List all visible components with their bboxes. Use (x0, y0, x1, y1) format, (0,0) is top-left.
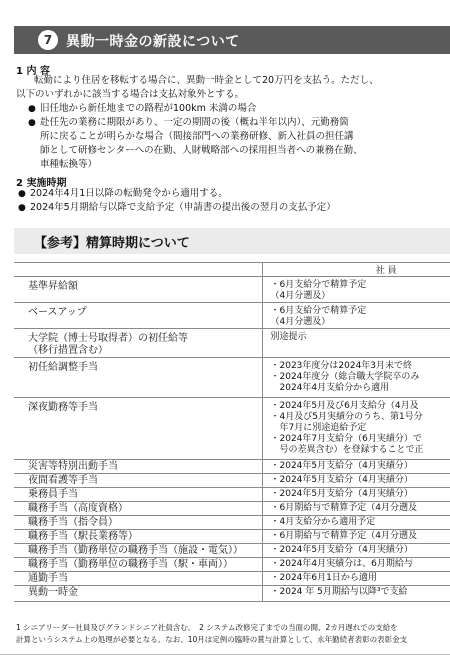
exclusion-item-1: ● 旧任地から新任地までの路程が100km 未満の場合 (28, 102, 448, 116)
allowance-name-line: （移行措置含む） (28, 345, 108, 356)
allowance-name-line: 基準昇給額 (28, 281, 78, 292)
settlement-timing-cell (262, 558, 450, 572)
exclusion-item-2-cont-1: 所に戻ることが明らかな場合（間接部門への業務研修、新入社員の担任講 (40, 131, 354, 142)
table-row (14, 544, 450, 558)
section-number-badge: 7 (38, 30, 58, 50)
schedule-item-1: ● 2024年4月1日以降の転勤発令から適用する。 (18, 187, 438, 201)
settlement-timing-line: ・2023年度分は2024年3月末で終 (270, 361, 413, 371)
table-body (14, 277, 450, 602)
settlement-timing-cell (262, 358, 450, 398)
schedule-heading: 2 実施時期 (16, 178, 67, 189)
settlement-timing-cell (262, 488, 450, 502)
allowance-name-line: 職務手当（高度資格） (28, 503, 128, 514)
allowance-name-line: 職務手当（指令員） (28, 517, 118, 528)
settlement-timing-cell (262, 572, 450, 586)
allowance-name-cell (14, 572, 262, 586)
table-row (14, 358, 450, 398)
allowance-name-cell (14, 398, 262, 460)
allowance-name-cell (14, 586, 262, 602)
table-row (14, 303, 450, 329)
allowance-name-cell (14, 474, 262, 488)
allowance-name-line: 職務手当（勤務単位の職務手当（駅・車両）） (28, 559, 233, 570)
table-header-blank (14, 263, 262, 277)
allowance-name-cell (14, 303, 262, 329)
table-row (14, 516, 450, 530)
settlement-timing-line: ・2024年5月支給分（4月実績分） (270, 461, 413, 471)
settlement-timing-cell (262, 516, 450, 530)
table-row (14, 398, 450, 460)
table-header-employees: 社 員 (262, 263, 450, 277)
table-row (14, 586, 450, 602)
table-row (14, 572, 450, 586)
allowance-name-cell (14, 516, 262, 530)
content-intro (16, 74, 446, 102)
settlement-timing-line: ・2024年4月実績分は、6月期給与 (270, 559, 413, 569)
allowance-name-cell (14, 358, 262, 398)
table-row (14, 558, 450, 572)
allowance-name-line: 深夜勤務等手当 (28, 402, 98, 413)
settlement-timing-line: ・2024年7月支給分（6月実績分）で (270, 434, 422, 444)
exclusion-item-2-cont-2: 師として研修センターへの在勤、人財戦略部への採用担当者への兼務在勤、 (40, 145, 363, 156)
settlement-timing-line: ・6月期給与で精算予定（4月分遡及 (270, 503, 417, 513)
settlement-timing-cell (262, 544, 450, 558)
allowance-name-cell (14, 277, 262, 303)
table-row (14, 277, 450, 303)
table-row (14, 460, 450, 474)
section-7-title: 異動一時金の新設について (66, 34, 240, 50)
settlement-timing-line: ・2024年6月1日から適用 (270, 573, 377, 583)
intro-line-2: 以下のいずれかに該当する場合は支払対象外とする。 (16, 89, 245, 100)
settlement-timing-line: 2024年4月支給分から適用 (270, 383, 390, 393)
table-row (14, 329, 450, 358)
settlement-timing-cell (262, 530, 450, 544)
allowance-name-cell (14, 329, 262, 358)
table-row (14, 488, 450, 502)
settlement-timing-line: 年7月に別途追給予定 (270, 423, 367, 433)
settlement-timing-line: ・2024年5月支給分（4月実績分） (270, 545, 413, 555)
allowance-name-cell (14, 488, 262, 502)
section-7-header (14, 26, 450, 54)
settlement-timing-line: 号の差異含む）を登録することで正 (270, 445, 424, 455)
settlement-timing-line: 別途提示 (270, 332, 307, 342)
settlement-timing-line: ・4月及び5月実績分のうち、第1号分 (270, 412, 423, 422)
page-bottom-rule (0, 654, 450, 655)
allowance-name-line: ベースアップ (28, 307, 87, 318)
settlement-timing-cell (262, 303, 450, 329)
settlement-timing-line: ・4月支給分から適用予定 (270, 517, 376, 527)
reference-title: 【参考】精算時期について (34, 236, 190, 251)
allowance-name-line: 職務手当（駅長業務等） (28, 531, 138, 542)
allowance-name-line: 初任給調整手当 (28, 362, 98, 373)
settlement-timing-line: ・6月期給与で精算予定（4月分遡及 (270, 531, 417, 541)
settlement-timing-line: ・2024 年 5月期給与以降³で支給 (270, 587, 408, 597)
settlement-timing-cell (262, 474, 450, 488)
settlement-timing-cell (262, 460, 450, 474)
exclusion-list (28, 102, 448, 172)
table-row (14, 502, 450, 516)
allowance-name-cell (14, 558, 262, 572)
allowance-name-line: 災害等特別出動手当 (28, 461, 118, 472)
allowance-name-cell (14, 502, 262, 516)
settlement-timing-cell (262, 502, 450, 516)
settlement-timing-cell (262, 398, 450, 460)
schedule-item-2: ● 2024年5月期給与以降で支給予定（申請書の提出後の翌月の支払予定） (18, 201, 438, 215)
settlement-timing-line: ・2024年5月支給分（4月実績分） (270, 489, 413, 499)
schedule-list (18, 187, 438, 215)
settlement-timing-line: （4月分遡及） (270, 291, 331, 301)
allowance-name-line: 乗務員手当 (28, 489, 78, 500)
allowance-name-cell (14, 460, 262, 474)
settlement-timing-cell (262, 277, 450, 303)
settlement-timing-cell (262, 329, 450, 358)
allowance-name-line: 大学院（博士号取得者）の初任給等 (28, 333, 188, 344)
reference-header (14, 228, 450, 254)
settlement-timing-line: ・6月支給分で精算予定 (270, 306, 367, 316)
footnote-line-1: 1 シニアリーダー社員及びグランドシニア社員含む。 2 システム改修完了までの当面の間、2カ月遅れでの支給を (16, 623, 398, 632)
settlement-timing-cell (262, 586, 450, 602)
table-row (14, 474, 450, 488)
allowance-name-line: 異動一時金 (28, 587, 78, 598)
settlement-timing-line: （4月分遡及） (270, 317, 331, 327)
settlement-timing-line: ・2024年度分（総合職大学院卒のみ (270, 372, 420, 382)
intro-line-1: 転勤により住居を移転する場合に、異動一時金として20万円を支払う。ただし、 (34, 75, 379, 86)
table-header-row (14, 263, 450, 277)
exclusion-item-2: ● 赴任先の業務に期限があり、一定の期間の後（概ね半年以内）、元勤務箇 (28, 116, 448, 130)
table-row (14, 530, 450, 544)
settlement-timing-line: ・2024年5月支給分（4月実績分） (270, 475, 413, 485)
footnote-line-2: 計算というシステム上の処理が必要となる。なお、10月は定例の臨時の賞与計算として、永年勤続者表彰の表彰金支 (16, 635, 408, 644)
allowance-name-line: 通勤手当 (28, 573, 68, 584)
allowance-name-cell (14, 530, 262, 544)
allowance-name-line: 夜間看護等手当 (28, 475, 98, 486)
settlement-timing-line: ・6月支給分で精算予定 (270, 280, 367, 290)
content-heading: 1 内 容 (16, 66, 50, 77)
exclusion-item-2-cont-3: 車種転換等） (40, 159, 98, 170)
allowance-name-cell (14, 544, 262, 558)
settlement-timing-line: ・2024年5月及び6月支給分（4月及 (270, 401, 419, 411)
allowance-name-line: 職務手当（勤務単位の職務手当（施設・電気）） (28, 545, 243, 556)
settlement-table (14, 262, 450, 602)
